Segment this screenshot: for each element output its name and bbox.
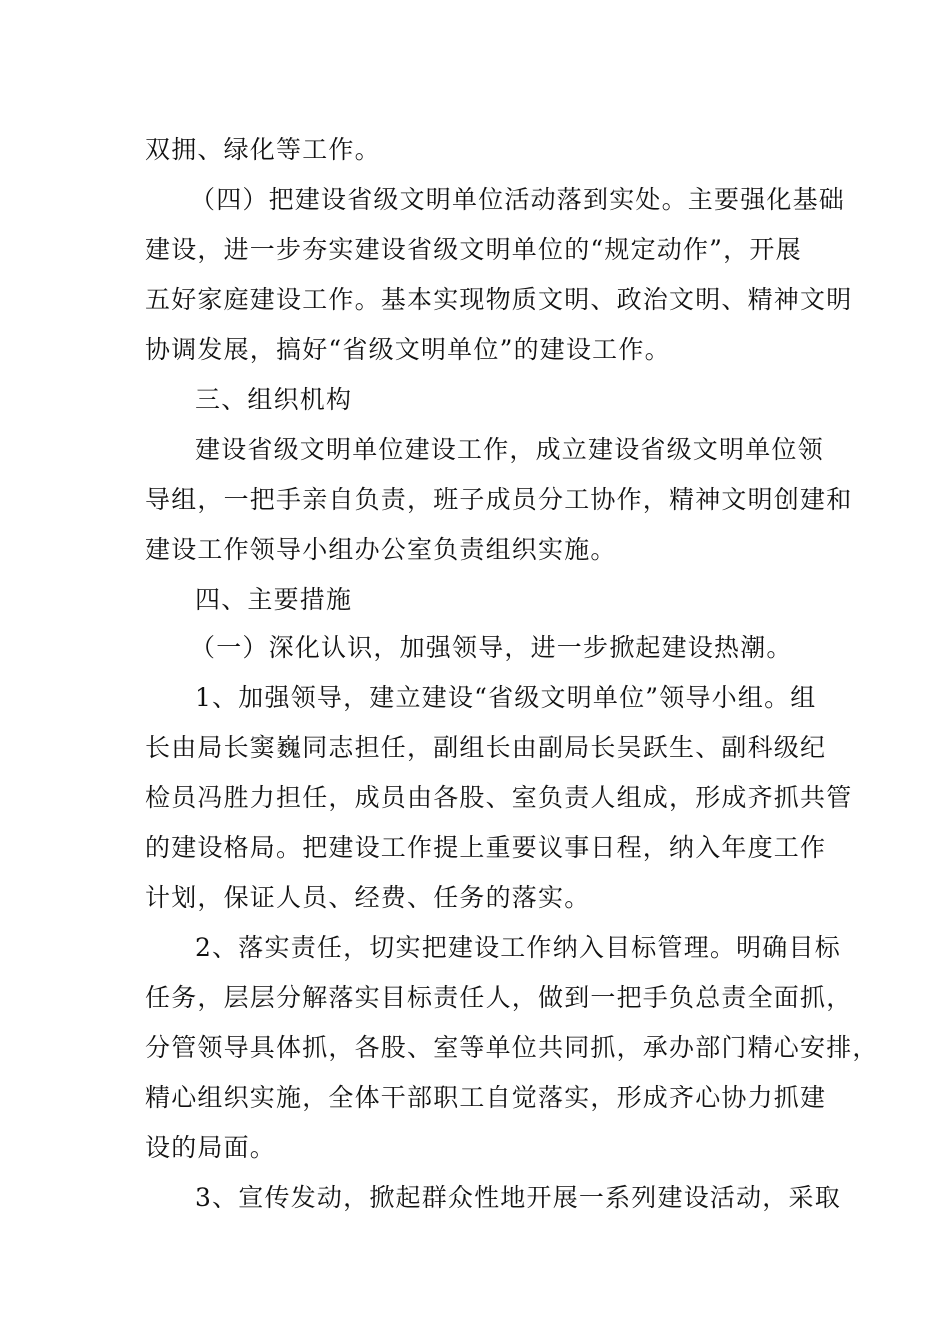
text-line: 检员冯胜力担任，成员由各股、室负责人组成，形成齐抓共管 — [145, 783, 853, 812]
text-line: 双拥、绿化等工作。 — [145, 135, 381, 164]
section-heading-3: 三、组织机构 — [195, 385, 353, 414]
text-line: 任务，层层分解落实目标责任人，做到一把手负总责全面抓， — [145, 983, 853, 1012]
text-line: 设的局面。 — [145, 1133, 277, 1162]
text-line: 建设省级文明单位建设工作，成立建设省级文明单位领 — [195, 435, 824, 464]
text-line: 长由局长窦巍同志担任，副组长由副局长吴跃生、副科级纪 — [145, 733, 827, 762]
text-line: 的建设格局。把建设工作提上重要议事日程，纳入年度工作 — [145, 833, 827, 862]
item-1-line: 1、加强领导，建立建设“省级文明单位”领导小组。组 — [195, 683, 817, 712]
section-heading-4: 四、主要措施 — [195, 585, 353, 614]
item-3-line: 3、宣传发动，掀起群众性地开展一系列建设活动，采取 — [195, 1183, 841, 1212]
text-line: 精心组织实施，全体干部职工自觉落实，形成齐心协力抓建 — [145, 1083, 827, 1112]
text-line: 五好家庭建设工作。基本实现物质文明、政治文明、精神文明 — [145, 285, 853, 314]
sub-heading-1: （一）深化认识，加强领导，进一步掀起建设热潮。 — [190, 633, 793, 662]
paragraph-heading-4: （四）把建设省级文明单位活动落到实处。主要强化基础 — [190, 185, 846, 214]
text-line: 计划，保证人员、经费、任务的落实。 — [145, 883, 591, 912]
text-line: 导组，一把手亲自负责，班子成员分工协作，精神文明创建和 — [145, 485, 853, 514]
text-line: 协调发展，搞好“省级文明单位”的建设工作。 — [145, 335, 671, 364]
text-line: 建设，进一步夯实建设省级文明单位的“规定动作”，开展 — [145, 235, 802, 264]
text-line: 分管领导具体抓，各股、室等单位共同抓，承办部门精心安排， — [145, 1033, 879, 1062]
text-line: 建设工作领导小组办公室负责组织实施。 — [145, 535, 617, 564]
item-2-line: 2、落实责任，切实把建设工作纳入目标管理。明确目标 — [195, 933, 841, 962]
